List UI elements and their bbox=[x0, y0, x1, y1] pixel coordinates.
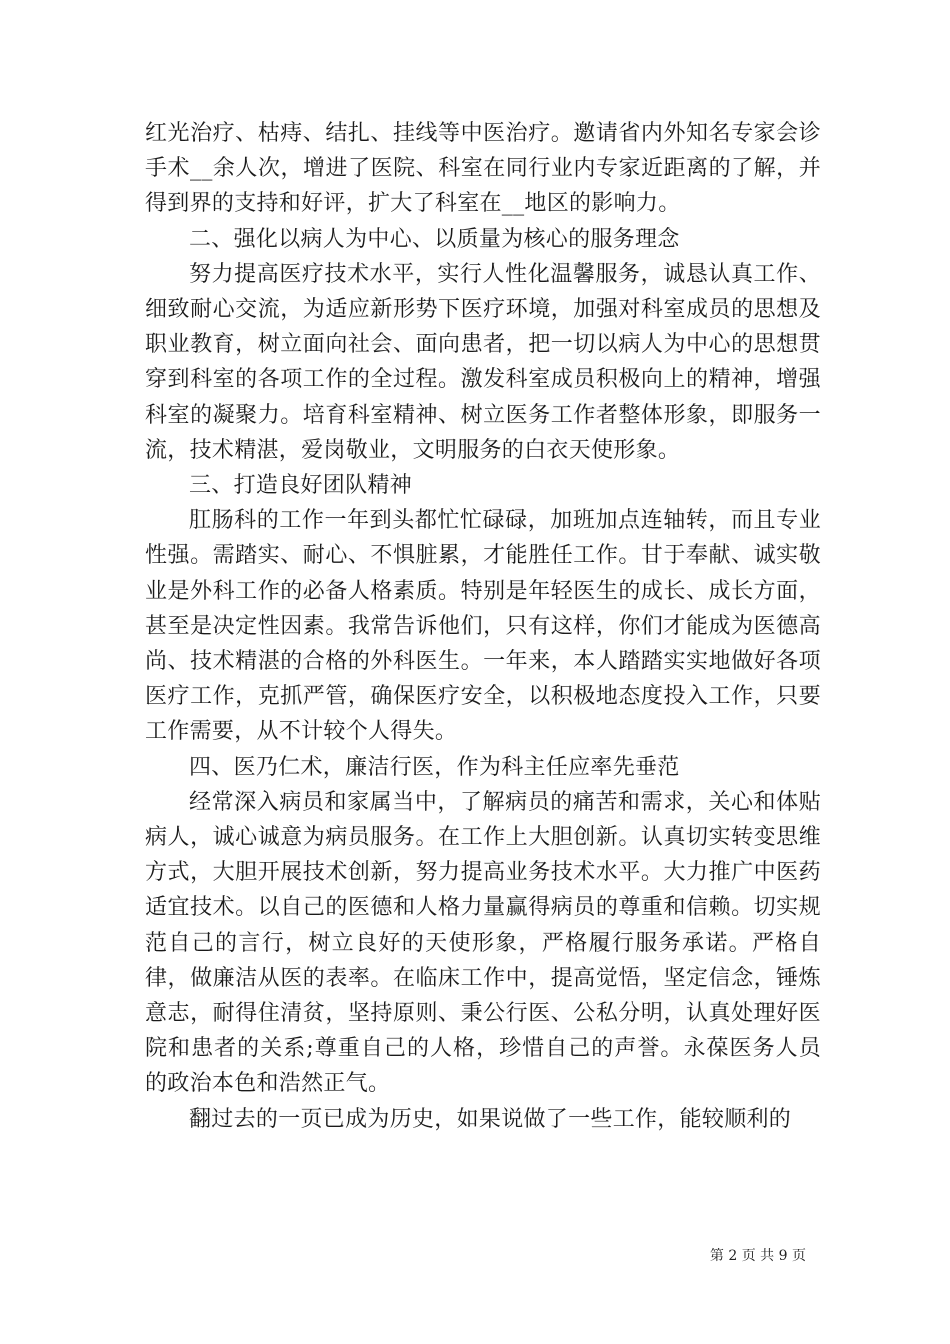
paragraph-service-concept: 努力提高医疗技术水平，实行人性化温馨服务，诚恳认真工作、细致耐心交流，为适应新形势下医疗环境，加强对科室成员的思想及职业教育，树立面向社会、面向患者，把一切以病人为中心的思想贯穿到科室的各项工作的全过程。激发科室成员积极向上的精神，增强科室的凝聚力。培育科室精神、树立医务工作者整体形象，即服务一流，技术精湛，爱岗敬业，文明服务的白衣天使形象。 bbox=[145, 261, 821, 463]
section-heading-2: 二、强化以病人为中心、以质量为核心的服务理念 bbox=[189, 226, 680, 252]
paragraph-closing: 翻过去的一页已成为历史，如果说做了一些工作，能较顺利的 bbox=[189, 1106, 792, 1132]
paragraph-continuation: 红光治疗、枯痔、结扎、挂线等中医治疗。邀请省内外知名专家会诊手术__余人次，增进了医院、科室在同行业内专家近距离的了解，并得到界的支持和好评，扩大了科室在__地区的影响力。 bbox=[145, 121, 821, 217]
paragraph-team-spirit: 肛肠科的工作一年到头都忙忙碌碌，加班加点连轴转，而且专业性强。需踏实、耐心、不惧脏累，才能胜任工作。甘于奉献、诚实敬业是外科工作的必备人格素质。特别是年轻医生的成长、成长方面，甚至是决定性因素。我常告诉他们，只有这样，你们才能成为医德高尚、技术精湛的合格的外科医生。一年来，本人踏踏实实地做好各项医疗工作，克抓严管，确保医疗安全，以积极地态度投入工作，只要工作需要，从不计较个人得失。 bbox=[145, 508, 821, 745]
paragraph-integrity: 经常深入病员和家属当中，了解病员的痛苦和需求，关心和体贴病人，诚心诚意为病员服务。在工作上大胆创新。认真切实转变思维方式，大胆开展技术创新，努力提高业务技术水平。大力推广中医药适宜技术。以自己的医德和人格力量赢得病员的尊重和信赖。切实规范自己的言行，树立良好的天使形象，严格履行服务承诺。严格自律，做廉洁从医的表率。在临床工作中，提高觉悟，坚定信念，锤炼意志，耐得住清贫，坚持原则、秉公行医、公私分明，认真处理好医院和患者的关系;尊重自己的人格，珍惜自己的声誉。永葆医务人员的政治本色和浩然正气。 bbox=[145, 789, 821, 1097]
section-heading-3: 三、打造良好团队精神 bbox=[189, 473, 413, 499]
section-heading-4: 四、医乃仁术，廉洁行医，作为科主任应率先垂范 bbox=[189, 754, 680, 780]
page-number-footer: 第 2 页 共 9 页 bbox=[709, 1248, 806, 1264]
document-body bbox=[145, 116, 821, 1137]
